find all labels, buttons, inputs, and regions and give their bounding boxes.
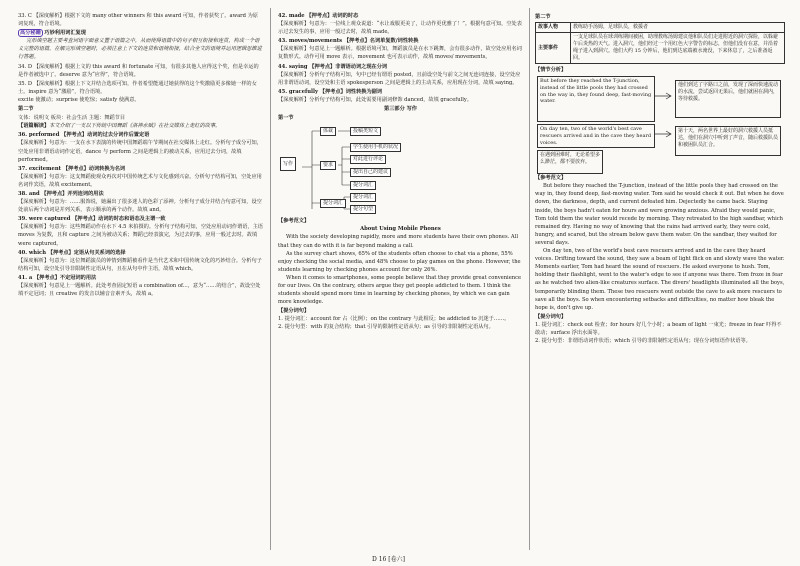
story-table-header: 故事人物 [536,23,571,33]
answer-40: 40. which 【押考点】定语从句关系词的选择 [18,249,126,256]
gloss: excite 使激动；surprise 使吃惊；satisfy 使满意。 [18,96,140,103]
story-table-header: 主要事件 [536,33,571,64]
answer-37-analysis: 【深度解析】句意为：这支舞蹈使观众再次对中国传统艺术与文化感到兴奋。分析句子结构可知，空处应用名词作宾语，故填 excitement。 [18,173,262,188]
plot-box-english: But before they reached the T-junction, instead of the little pools they had crossed on the way in, they found deep, fast-moving water. [537,76,655,122]
mind-map-sentences: 提分句型 [350,205,376,214]
page-number: D 16 [卷六] [372,556,405,563]
mind-map [278,123,523,215]
answer-38-analysis: 【深度解析】句意为：……服饰说，她漏出了很多迷人的色彩了添神。分析句子成分并结合句意可知，设空处前后两个动词是并列关系，表示顺承的两个动作。故填 and。 [18,199,262,214]
passage-summary-label: 【语篇解读】 [18,123,50,130]
answer-45: 45. gracefully 【押考点】词性转换为副词 [278,88,383,95]
story-table-cell: 一支足球队员在球训练期间被困，助理教练汤姆建议他和队员们走进附近的洞穴探险，以躲避午后炎热的天气。进入洞穴，他们经过一个用红色大字警告的标志，但他们没有在意，并沿着绳子进入到洞穴。他们大约 15 分钟后，他们到达底端被水淹没，下来休息了，之后准备返回。 [571,33,785,64]
tip-badge: 高分秘籍 [20,30,41,37]
mind-map-req-4: 提分词汇 [350,181,376,190]
tips-vocab: 1. 提分词汇：account for 占（比例）；on the contrary 与此相反；be addicted to 沉迷于……。 [278,316,510,323]
mind-map-root: 写作 [280,157,296,171]
answer-36-analysis: 【深度解析】句意为：一支在水下表演的传统中国舞蹈端午节期间在社交媒体上走红。分析句子成分可知，空处应用非谓语动词作定语，dance 与 perform 之间是逻辑上的被动关系，应用过去分词，故填 performed。 [18,140,262,163]
essay-paragraph: When it comes to smartphones, some people believe that they provide great convenience for our lives. On the contrary, others argue they get people addicted to them. I think the students should spend more time in learning by checking phones, by which we can gain more knowledge. [278,274,522,306]
answer-33: 33. C 【深度解析】根据下文的 many other winners 和 this award 可知，作者获奖了。award 为原词复现，符合语境。 [18,13,258,28]
story-table [535,22,785,64]
tips-label: 【提分词句】 [535,313,567,320]
column-divider [270,8,271,550]
mind-map-tips: 提分词汇 [320,199,346,208]
plot-box-chinese: 他们到达了字路口之前，发现了深而快速流动的水流，尝试返回无果后，他们就困在洞内，等待救援。 [675,80,781,118]
essay-title: About Using Mobile Phones [360,226,441,233]
answer-39: 39. were captured 【押考点】动词的时态和语态及主谓一致 [18,216,166,223]
passage-summary: 本文介绍了一支以下传统中国舞蹈《洛神水赋》在社交媒体上走红的故事。 [49,123,221,130]
answer-41-analysis: 【深度解析】句意见上一题解析。此处考查固定短语 a combination of...，意为“……的结合”，故设空处填不定冠词；且 creative 的发音以辅音音素开头，故填 a。 [18,283,261,298]
answer-34: 34. D 【深度解析】根据上文的 this award 和 fortunate 可知，有很多其他人应得这个奖，但是幸运的是作者被选中了。deserve 意为“应得”，符合语境。 [18,63,259,78]
column-right [535,12,785,345]
answer-42-analysis: 【深度解析】句意为：一位线上观众说道：“水让戏服更美了，让动作更优雅了！”。根据句意可知，空处表示过去发生的事，应用一般过去时，故填 made。 [278,21,522,36]
answer-39-analysis: 【深度解析】句意为：这些舞蹈动作在水下 4.5 米拍摄的。分析句子结构可知，空处应用动词作谓语，主语 moves 为复数，且和 capture 之间为被动关系；舞蹈已经表演完，为过去的事，应用一般过去时。故填 were captured。 [18,224,263,247]
mind-map-requirement: 要求 [320,161,336,170]
answer-44: 44. saying 【押考点】非谓语动词之现在分词 [278,63,388,70]
section-heading: 第一节 [278,115,294,122]
passage-info: 文体：说明文 板块：社会生活 主题：舞蹈节目 [18,115,126,122]
answer-38: 38. and 【押考点】并列连词的用法 [18,190,104,197]
answer-42: 42. made 【押考点】动词的时态 [278,13,359,19]
story-table-cell: 教练助手汤姆，足球队员，救援者 [571,23,785,33]
column-middle [278,12,523,332]
plot-box-english: On day ten, two of the world's best cave rescuers arrived and in the cave they heard voices. [537,124,655,148]
mind-map-genre-value: 投稿类短文 [350,127,381,136]
answer-45-analysis: 【深度解析】分析句子结构可知，此处需要用副词修饰 danced，故填 gracefully。 [278,96,472,103]
essay-paragraph: With the society developing rapidly, more and more students have their own phones. All that they can do with it is far beyond making a call. [278,234,518,249]
tips-vocab: 1. 提分词汇：check out 检查；for hours 好几个小时；a beam of light 一束光；freeze in fear 吓得不敢动；surface 浮出水面等。 [535,321,782,336]
mind-map-vocab: 提分词汇 [350,193,376,202]
essay-paragraph: On day ten, two of the world's best cave rescuers arrived and in the cave they heard voices. Drifting toward the sound, they saw a beam of light flick on and slowly wave the water. Moments earlier, Tom had heard the sound of rescuers. He asked everyone to hush. Tom, holding their flashlight, went to the water's edge to see if anyone was there. Tom froze in fear as he watched two alien-like creatures surface. The divers' headlights illuminated all the boys, temporarily blinding them. These two rescuers went outside the cave to ask more rescuers to save all the boys. So when encountering setbacks and difficulties, no matter how bleak the hope is, don't give up. [535,248,785,311]
essay-paragraph: As the survey chart shows, 65% of the students often choose to chat via a phone, 55% enjoy checking the social media, and 48% choose to play games on the phone. However, the students learning by checking phones account for only 26%. [278,250,521,273]
mind-map-req-3: 提出自己的建议 [350,168,391,177]
tips-sentences: 2. 提分句型：非谓语动词作状语；which 引导的非限制性定语从句；现在分词短语作状语等。 [535,338,751,345]
plot-flowchart [535,74,785,174]
section-heading: 第二节 [535,14,551,20]
column-divider [529,8,530,550]
column-left [18,12,263,298]
answer-40-analysis: 【深度解析】句意为：这位舞蹈演员的钟情到舞蹈被看作是当代艺术和中国传统文化的巧妙结合。分析句子结构可知，设空处引导非限制性定语从句，且在从句中作主语，故填 which。 [18,257,262,272]
plot-box-theme: 在遇到困难时，无论希望多么渺茫，都不要放弃。 [537,150,603,174]
tip-title: 巧妙利用词汇复现 [44,30,86,37]
answer-35: 35. D 【深度解析】根据上下文并结合选项可知，作者希望能通过她获得的这个奖激励更多像她一样的女士。inspire 意为“激励”，符合语境。 [18,80,257,95]
answer-44-analysis: 【深度解析】分析句子结构可知，句中已经有谓语 posted，且前设空处与前文之间无连词连接，设空处应用非谓语动词，设空处和主语 spokesperson 之间是逻辑上的主动关系，应用现在分词，故填 saying。 [278,71,521,86]
plot-analysis-label: 【情节分析】 [535,67,567,74]
mind-map-connectors [278,123,523,215]
flow-arrows [535,74,785,174]
tip-body: 完形填空题主要考查词语字面意义置于语篇之中，从而使得语篇中的句子相互衔接和连贯，构成一个语义完整的语篇。在解完形填空题时，必须注意上下文的连贯和语境衔接，结合全文的语境并运用逻辑思维进行答题。 [18,38,262,61]
part-heading: 第三部分 写作 [384,106,417,113]
essay-paragraph: But before they reached the T-junction, instead of the little pools they had crossed on the way in, they found deep, fast-moving water. Tom said he would check it out. But when he dove down, the darkness, depth, and current defeated him. Dejectedly he came back. Staying inside, the boys hadn't eaten for hours and were growing anxious. Afraid they would panic, Tom told them the water would recede by morning. They retreated to the high sandbar, which remained dry. Having no way of knowing that the rains had arrived early, they were cold, hungry, and scared, but the stream below gave them water. On the sandbar, they waited for several days. [535,183,784,246]
tips-label: 【提分词句】 [278,308,310,315]
mind-map-genre: 体裁 [320,127,336,136]
section-heading: 第二节 [18,106,34,113]
answer-37: 37. excitement 【押考点】动词转换为名词 [18,165,126,172]
sample-essay-label: 【参考范文】 [278,218,310,225]
answer-41: 41. a 【押考点】不定冠词的用法 [18,274,97,281]
sample-essay-label: 【参考范文】 [535,175,567,182]
mind-map-req-1: 学生使用手机的状况 [350,143,401,152]
tips-sentences: 2. 提分句型：with 的复合结构；that 引导的限制性定语从句；as 引导的非限制性定语从句。 [278,324,494,331]
answer-36: 36. performed 【押考点】动词的过去分词作后置定语 [18,132,150,139]
answer-43-analysis: 【深度解析】句意见上一题解析。根据语境可知，舞蹈演员是在水下跳舞，会有很多动作，故空处应用名词复数形式。动作可用 move 表示，movement 也可表示动作，故填 moves/ movements。 [278,46,522,61]
mind-map-req-2: 对此进行评论 [350,155,386,164]
plot-box-chinese: 第十天，两名世界上最好的洞穴救援人员抵达，他们在洞穴中听到了声音，随后救援队员和被困队员汇合。 [675,126,781,156]
answer-43: 43. moves/movements 【押考点】名词单复数/词性转换 [278,38,419,45]
